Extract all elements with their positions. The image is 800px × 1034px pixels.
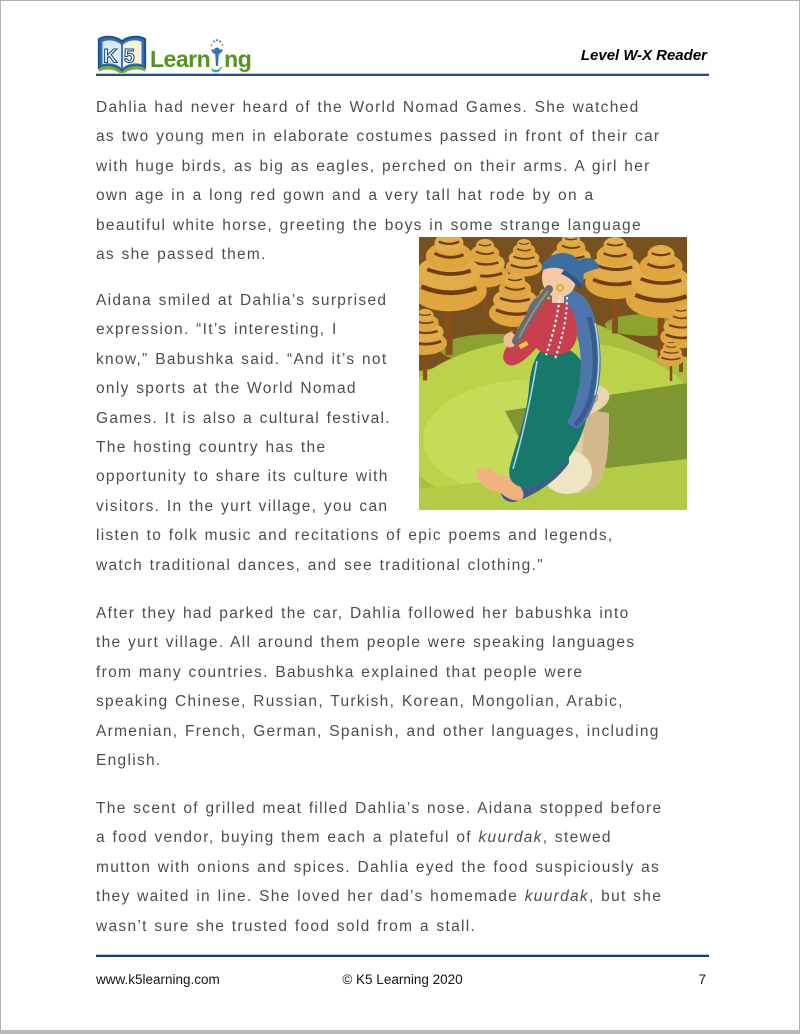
story-line: as two young men in elaborate costumes passed in front of their car [96, 128, 661, 146]
story-line: only sports at the World Nomad [96, 380, 357, 398]
open-book-icon [96, 33, 148, 77]
story-line [96, 823, 720, 852]
story-line: The scent of grilled meat filled Dahlia’s nose. Aidana stopped before [96, 800, 663, 817]
story-line: own age in a long red gown and a very tall hat rode by on a [96, 187, 595, 205]
story-line: beautiful white horse, greeting the boys in some strange language [96, 216, 642, 234]
story-line: wasn’t sure she trusted food sold from a stall. [96, 917, 477, 935]
logo-wordmark [150, 35, 251, 77]
logo-letter-k: K [103, 45, 118, 68]
italic-term: kuurdak [478, 829, 543, 847]
footer-divider [96, 954, 709, 957]
paragraph-4 [96, 794, 720, 941]
logo-text-ng: ng [224, 46, 252, 72]
footer-page-number: 7 [698, 972, 706, 987]
story-line: expression. “It’s interesting, I [96, 321, 338, 339]
story-line: The hosting country has the [96, 438, 327, 456]
italic-term: kuurdak [524, 888, 589, 906]
story-line: visitors. In the yurt village, you can [96, 497, 389, 515]
story-line: Aidana smiled at Dahlia’s surprised [96, 292, 388, 309]
story-line: the yurt village. All around them people were speaking languages [96, 634, 636, 652]
story-line [96, 882, 720, 911]
story-line: Games. It is also a cultural festival. [96, 409, 391, 427]
logo-letter-5: 5 [123, 45, 135, 68]
story-line: speaking Chinese, Russian, Turkish, Korean, Mongolian, Arabic, [96, 693, 624, 711]
story-line: Dahlia had never heard of the World Nomad Games. She watched [96, 99, 640, 116]
story-text: , but she [588, 888, 663, 906]
story-line: mutton with onions and spices. Dahlia eyed the food suspiciously as [96, 858, 661, 876]
story-line: Armenian, French, German, Spanish, and other languages, including [96, 722, 660, 740]
story-line: listen to folk music and recitations of epic poems and legends, [96, 527, 614, 545]
footer-copyright: © K5 Learning 2020 [342, 972, 463, 987]
story-line: After they had parked the car, Dahlia followed her babushka into [96, 605, 630, 622]
paragraph-3 [96, 599, 720, 775]
footer-website: www.k5learning.com [96, 972, 220, 987]
logo-text-learn: Learn [150, 46, 211, 72]
k5-learning-logo [96, 29, 251, 77]
story-text: they waited in line. She loved her dad’s homemade [96, 888, 525, 906]
story-line: as she passed them. [96, 245, 267, 263]
story-text: a food vendor, buying them each a plateful of [96, 829, 479, 847]
person-figure-icon [210, 39, 224, 75]
story-line: opportunity to share its culture with [96, 468, 389, 486]
story-text: , stewed [542, 829, 612, 847]
story-line: from many countries. Babushka explained that people were [96, 663, 584, 681]
story-illustration [419, 237, 687, 510]
story-line: English. [96, 751, 162, 769]
header-divider [96, 73, 709, 76]
reader-level-label: Level W-X Reader [580, 47, 707, 64]
story-line: watch traditional dances, and see traditional clothing." [96, 556, 544, 574]
story-line: with huge birds, as big as eagles, perched on their arms. A girl her [96, 157, 651, 175]
story-line: know,” Babushka said. “And it’s not [96, 350, 388, 368]
